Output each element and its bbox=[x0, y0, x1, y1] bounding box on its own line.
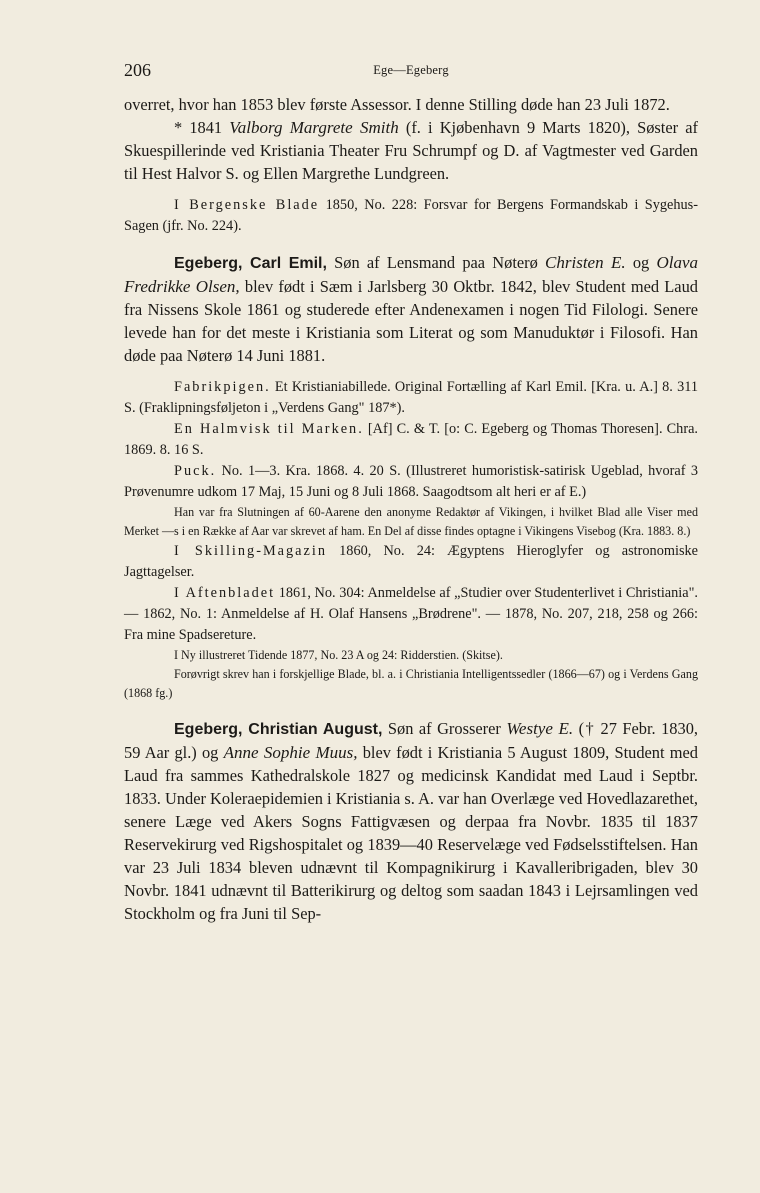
work-details: No. 1—3. Kra. 1868. 4. 20 S. (Illustreret humoristisk-satirisk Ugeblad, hvoraf 3 Prøvenumre udkom 17 Maj, 15 Juni og 8 Juli 1868. Saagodtsom alt heri er af E.) bbox=[124, 463, 698, 500]
work-entry bbox=[124, 461, 698, 503]
entry-carl-emil: Egeberg, Carl Emil, Søn af Lensmand paa Nøterø Christen E. og Olava Fredrikke Olsen, blev født i Sæm i Jarlsberg 30 Oktbr. 1842, blev Student med Laud fra Nissens Skole 1861 og studerede efter Andenexamen i nogen Tid Filologi. Senere levede han for det meste i Kristiania som Literat og som Manuduktør i Filosofi. Han døde paa Nøterø 14 Juni 1881. bbox=[124, 253, 698, 365]
reference-publication: I Aftenbladet bbox=[174, 585, 276, 601]
reference-publication: I Skilling-Magazin bbox=[174, 543, 327, 559]
note-ny-illustreret-tidende: I Ny illustreret Tidende 1877, No. 23 A og 24: Ridderstien. (Skitse). bbox=[174, 648, 503, 662]
father-name: Christen E. bbox=[545, 253, 626, 272]
work-title: Fabrikpigen. bbox=[174, 379, 271, 395]
reference-details: 1850, No. 228: Forsvar for Bergens Formandskab i Sygehus-Sagen (jfr. No. 224). bbox=[124, 197, 699, 234]
reference-publication: I Bergenske Blade bbox=[174, 197, 320, 213]
work-details: Et Kristianiabillede. Original Fortælling af Karl Emil. [Kra. u. A.] 8. 311 S. (Fraklipningsføljeton i „Verdens Gang" 187*). bbox=[124, 379, 698, 416]
reference-skilling-magazin bbox=[124, 541, 698, 583]
reference-bergenske-blade bbox=[124, 195, 698, 237]
entry-name: Egeberg, Carl Emil, bbox=[174, 255, 327, 272]
mother-name: Anne Sophie Muus, bbox=[223, 743, 358, 762]
work-entry bbox=[124, 377, 698, 419]
entry-name: Egeberg, Christian August, bbox=[174, 721, 383, 738]
marriage-marker: * bbox=[174, 118, 183, 137]
spouse-name: Valborg Margrete Smith bbox=[229, 118, 399, 137]
note-vikingen: Han var fra Slutningen af 60-Aarene den anonyme Redaktør af Vikingen, i hvilket Blad alle Viser med Merket —s i en Række af Aar var skrevet af ham. En Del af disse findes optagne i Vikingens Visebog (Kra. 1883. 8.) bbox=[124, 505, 698, 538]
running-head: Ege—Egeberg bbox=[373, 63, 449, 77]
page-number: 206 bbox=[124, 60, 151, 80]
mother-name: Olava Fredrikke Olsen, bbox=[124, 253, 698, 296]
reference-details: 1860, No. 24: Ægyptens Hieroglyfer og astronomiske Jagttagelser. bbox=[124, 543, 699, 580]
continuation-paragraph: overret, hvor han 1853 blev første Assessor. I denne Stilling døde han 23 Juli 1872. bbox=[124, 95, 670, 114]
work-details: [Af] C. & T. [o: C. Egeberg og Thomas Thoresen]. Chra. 1869. 8. 16 S. bbox=[124, 421, 698, 458]
entry-christian-august: Egeberg, Christian August, Søn af Grosserer Westye E. († 27 Febr. 1830, 59 Aar gl.) og Anne Sophie Muus, blev født i Kristiania 5 August 1809, Student med Laud fra sammes Kathedralskole 1827 og medicinsk Kandidat med Laud i Septbr. 1833. Under Koleraepidemien i Kristiania s. A. var han Overlæge ved Hovedlazarethet, senere Læge ved Akers Sogns Fattigvæsen og derpaa fra Novbr. 1835 til 1837 Reservekirurg ved Rigshospitalet og 1839—40 Reservelæge ved Fødselsstiftelsen. Han var 23 Juli 1834 bleven udnævnt til Kompagnikirurg i Kavalleribrigaden, blev 30 Novbr. 1841 udnævnt til Batterikirurg og deltog som saadan 1843 i Lejrsamlingen ved Stockholm og fra Juni til Sep- bbox=[124, 719, 698, 923]
marriage-details: (f. i Kjøbenhavn 9 Marts 1820), Søster af Skuespillerinde ved Kristiania Theater Fru Schrumpf og D. af Vagtmester ved Garden til Hest Halvor S. og Ellen Margrethe Lundgreen. bbox=[124, 118, 698, 183]
work-title: En Halmvisk til Marken. bbox=[174, 421, 364, 437]
marriage-year: 1841 bbox=[189, 118, 223, 137]
father-name: Westye E. bbox=[506, 719, 574, 738]
reference-details: 1861, No. 304: Anmeldelse af „Studier over Studenterlivet i Christiania". — 1862, No. 1: Anmeldelse af H. Olaf Hansens „Brødrene". — 1878, No. 207, 218, 258 og 266: Fra mine Spadsereture. bbox=[124, 585, 699, 643]
page-body bbox=[124, 93, 698, 925]
page-header bbox=[124, 60, 698, 82]
reference-aftenbladet bbox=[124, 583, 698, 646]
work-title: Puck. bbox=[174, 463, 217, 479]
work-entry bbox=[124, 419, 698, 461]
note-other-papers: Forøvrigt skrev han i forskjellige Blade, bl. a. i Christiania Intelligentssedler (1866—67) og i Verdens Gang (1868 fg.) bbox=[124, 667, 698, 700]
marriage-paragraph bbox=[124, 116, 698, 185]
